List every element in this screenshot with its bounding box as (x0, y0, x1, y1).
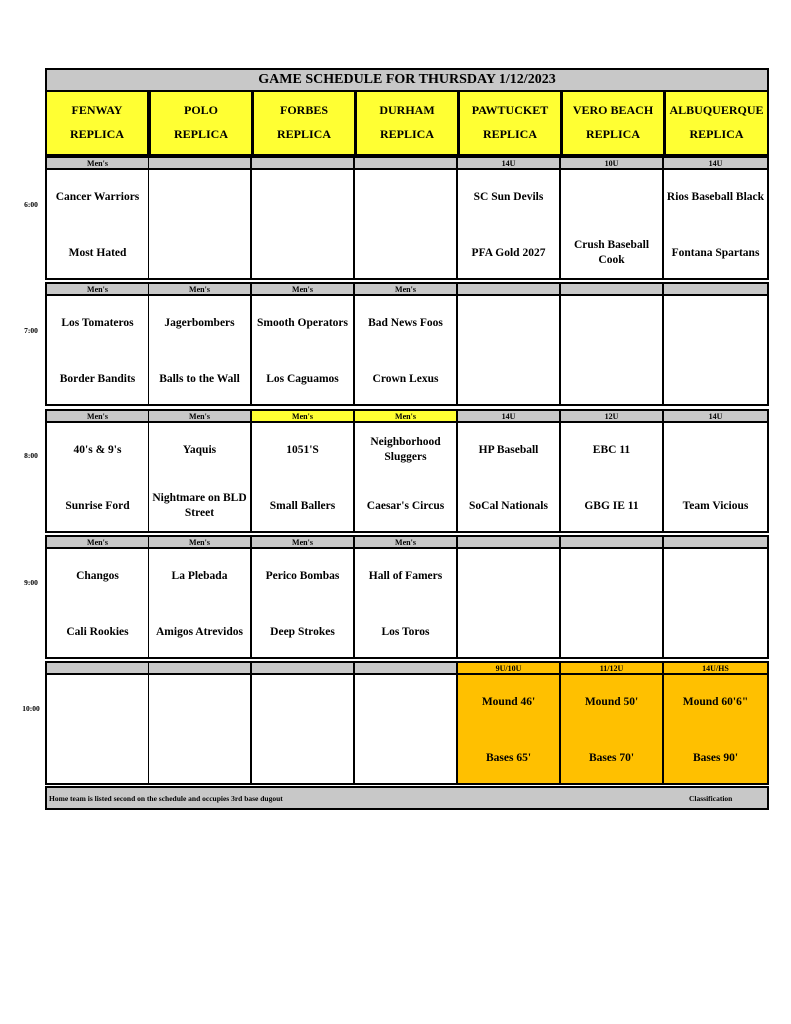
classification-label: Men's (45, 156, 150, 170)
classification-label: Men's (149, 535, 252, 549)
game-cell (664, 675, 769, 785)
classification-label (664, 282, 769, 296)
game-cell (355, 549, 458, 659)
game-cell (561, 296, 664, 406)
classification-label (664, 535, 769, 549)
game-cell (561, 423, 664, 533)
home-team (666, 615, 765, 649)
game-cell (664, 170, 769, 280)
visiting-team: 40's & 9's (73, 443, 122, 456)
footer-bar (45, 786, 769, 810)
classification-label: 14U (664, 409, 769, 423)
home-team: Nightmare on BLD Street (152, 492, 247, 519)
game-cell (149, 423, 252, 533)
game-cell (355, 170, 458, 280)
field-name: PAWTUCKET (471, 103, 549, 117)
game-cell (45, 170, 150, 280)
classification-label: 11/12U (561, 661, 664, 675)
game-cell (458, 170, 561, 280)
visiting-team (460, 559, 557, 593)
home-team: Border Bandits (59, 372, 136, 385)
classification-label: Men's (252, 535, 355, 549)
home-team (254, 741, 351, 775)
classification-label: 14U/HS (664, 661, 769, 675)
game-cell (664, 296, 769, 406)
home-team (254, 236, 351, 270)
visiting-team (666, 306, 765, 340)
game-cell (561, 675, 664, 785)
time-label: 6:00 (24, 200, 38, 209)
visiting-team (357, 685, 454, 719)
field-header (252, 92, 356, 156)
home-team (460, 362, 557, 396)
field-name: FENWAY (71, 103, 123, 117)
visiting-team (254, 685, 351, 719)
visiting-team: Yaquis (182, 443, 217, 456)
visiting-team: Changos (76, 569, 119, 582)
classification-label: 9U/10U (458, 661, 561, 675)
home-team: Crush Baseball Cook (573, 239, 650, 266)
game-cell (458, 296, 561, 406)
field-type: REPLICA (689, 127, 744, 141)
visiting-team: Hall of Famers (368, 569, 443, 582)
footer-note: Home team is listed second on the schedule and occupies 3rd base dugout (49, 794, 283, 803)
home-team: Small Ballers (269, 499, 336, 512)
game-cell (252, 675, 355, 785)
classification-label: Men's (252, 282, 355, 296)
home-team (357, 236, 454, 270)
visiting-team: EBC 11 (592, 443, 631, 456)
home-team: Bases 70' (588, 751, 635, 764)
home-team: Team Vicious (682, 499, 749, 512)
classification-label (355, 661, 458, 675)
classification-label: Men's (45, 282, 150, 296)
game-cell (149, 549, 252, 659)
field-header (458, 92, 562, 156)
visiting-team: Jagerbombers (164, 316, 235, 329)
visiting-team (563, 559, 660, 593)
field-header (149, 92, 253, 156)
game-cell (664, 423, 769, 533)
home-team: Cali Rookies (66, 625, 129, 638)
classification-label (458, 282, 561, 296)
classification-label: Men's (355, 535, 458, 549)
home-team: Los Caguamos (266, 372, 339, 385)
classification-label: 14U (458, 409, 561, 423)
home-team (563, 615, 660, 649)
field-name: POLO (183, 103, 218, 117)
home-team: Sunrise Ford (65, 499, 130, 512)
classification-label: Men's (355, 282, 458, 296)
home-team (49, 741, 146, 775)
visiting-team: Neighborhood Sluggers (370, 436, 441, 463)
game-cell (252, 170, 355, 280)
field-name: FORBES (279, 103, 328, 117)
game-cell (252, 296, 355, 406)
field-name: DURHAM (379, 103, 435, 117)
field-type: REPLICA (585, 127, 640, 141)
home-team: Los Toros (381, 625, 430, 638)
visiting-team (666, 559, 765, 593)
home-team: PFA Gold 2027 (471, 246, 546, 259)
classification-label (355, 156, 458, 170)
home-team: Amigos Atrevidos (156, 625, 243, 638)
visiting-team (563, 180, 660, 214)
time-label: 8:00 (24, 451, 38, 460)
home-team: Bases 90' (692, 751, 739, 764)
game-cell (45, 296, 150, 406)
game-cell (355, 423, 458, 533)
game-cell (149, 296, 252, 406)
classification-label: Men's (149, 409, 252, 423)
visiting-team: La Plebada (171, 569, 228, 582)
field-header (664, 92, 769, 156)
field-name: VERO BEACH (572, 103, 654, 117)
classification-label: 14U (664, 156, 769, 170)
field-type: REPLICA (173, 127, 228, 141)
game-cell (149, 170, 252, 280)
visiting-team: SC Sun Devils (473, 190, 544, 203)
classification-label (149, 661, 252, 675)
time-label: 10:00 (22, 704, 40, 713)
classification-label (561, 282, 664, 296)
game-cell (561, 549, 664, 659)
visiting-team (254, 180, 351, 214)
game-cell (149, 675, 252, 785)
game-cell (45, 549, 150, 659)
home-team (666, 362, 765, 396)
home-team (357, 741, 454, 775)
visiting-team: Cancer Warriors (55, 190, 140, 203)
visiting-team (151, 685, 248, 719)
visiting-team (151, 180, 248, 214)
time-label: 7:00 (24, 326, 38, 335)
home-team (151, 236, 248, 270)
home-team: GBG IE 11 (584, 499, 639, 512)
home-team: SoCal Nationals (469, 499, 548, 512)
visiting-team: Mound 46' (481, 695, 536, 708)
classification-label (561, 535, 664, 549)
game-cell (561, 170, 664, 280)
classification-label (252, 156, 355, 170)
home-team: Most Hated (68, 246, 127, 259)
visiting-team (460, 306, 557, 340)
game-cell (252, 549, 355, 659)
classification-legend: Classification (689, 794, 733, 803)
home-team: Crown Lexus (372, 372, 439, 385)
field-header (45, 92, 149, 156)
game-cell (664, 549, 769, 659)
visiting-team (666, 433, 765, 467)
field-type: REPLICA (276, 127, 331, 141)
game-cell (458, 675, 561, 785)
visiting-team: Bad News Foos (368, 316, 443, 329)
visiting-team: 1051'S (286, 443, 319, 456)
home-team: Fontana Spartans (671, 246, 760, 259)
home-team: Deep Strokes (270, 625, 335, 638)
classification-label: Men's (149, 282, 252, 296)
field-header (355, 92, 459, 156)
time-label: 9:00 (24, 578, 38, 587)
visiting-team: Mound 50' (584, 695, 639, 708)
home-team (460, 615, 557, 649)
visiting-team: Smooth Operators (256, 316, 349, 329)
classification-label: Men's (45, 535, 150, 549)
game-cell (458, 549, 561, 659)
game-cell (458, 423, 561, 533)
field-type: REPLICA (69, 127, 124, 141)
classification-label (458, 535, 561, 549)
classification-label: Men's (45, 409, 150, 423)
classification-label (252, 661, 355, 675)
game-cell (45, 423, 150, 533)
visiting-team: Rios Baseball Black (666, 190, 765, 203)
classification-label: Men's (252, 409, 355, 423)
game-cell (355, 675, 458, 785)
visiting-team: HP Baseball (478, 443, 539, 456)
classification-label: Men's (355, 409, 458, 423)
schedule-sheet (45, 68, 769, 810)
classification-label: 10U (561, 156, 664, 170)
field-name: ALBUQUERQUE (669, 103, 764, 117)
classification-label (149, 156, 252, 170)
home-team (563, 362, 660, 396)
game-cell (45, 675, 150, 785)
classification-label: 14U (458, 156, 561, 170)
field-header (561, 92, 665, 156)
field-type: REPLICA (379, 127, 434, 141)
home-team: Caesar's Circus (366, 499, 445, 512)
classification-label: 12U (561, 409, 664, 423)
visiting-team: Los Tomateros (61, 316, 134, 329)
game-cell (355, 296, 458, 406)
visiting-team (357, 180, 454, 214)
schedule-title: GAME SCHEDULE FOR THURSDAY 1/12/2023 (45, 68, 769, 92)
home-team: Balls to the Wall (159, 372, 240, 385)
visiting-team: Perico Bombas (265, 569, 340, 582)
field-type: REPLICA (482, 127, 537, 141)
home-team: Bases 65' (485, 751, 532, 764)
game-cell (252, 423, 355, 533)
classification-label (45, 661, 150, 675)
visiting-team (49, 685, 146, 719)
visiting-team: Mound 60'6" (682, 695, 749, 708)
home-team (151, 741, 248, 775)
visiting-team (563, 306, 660, 340)
